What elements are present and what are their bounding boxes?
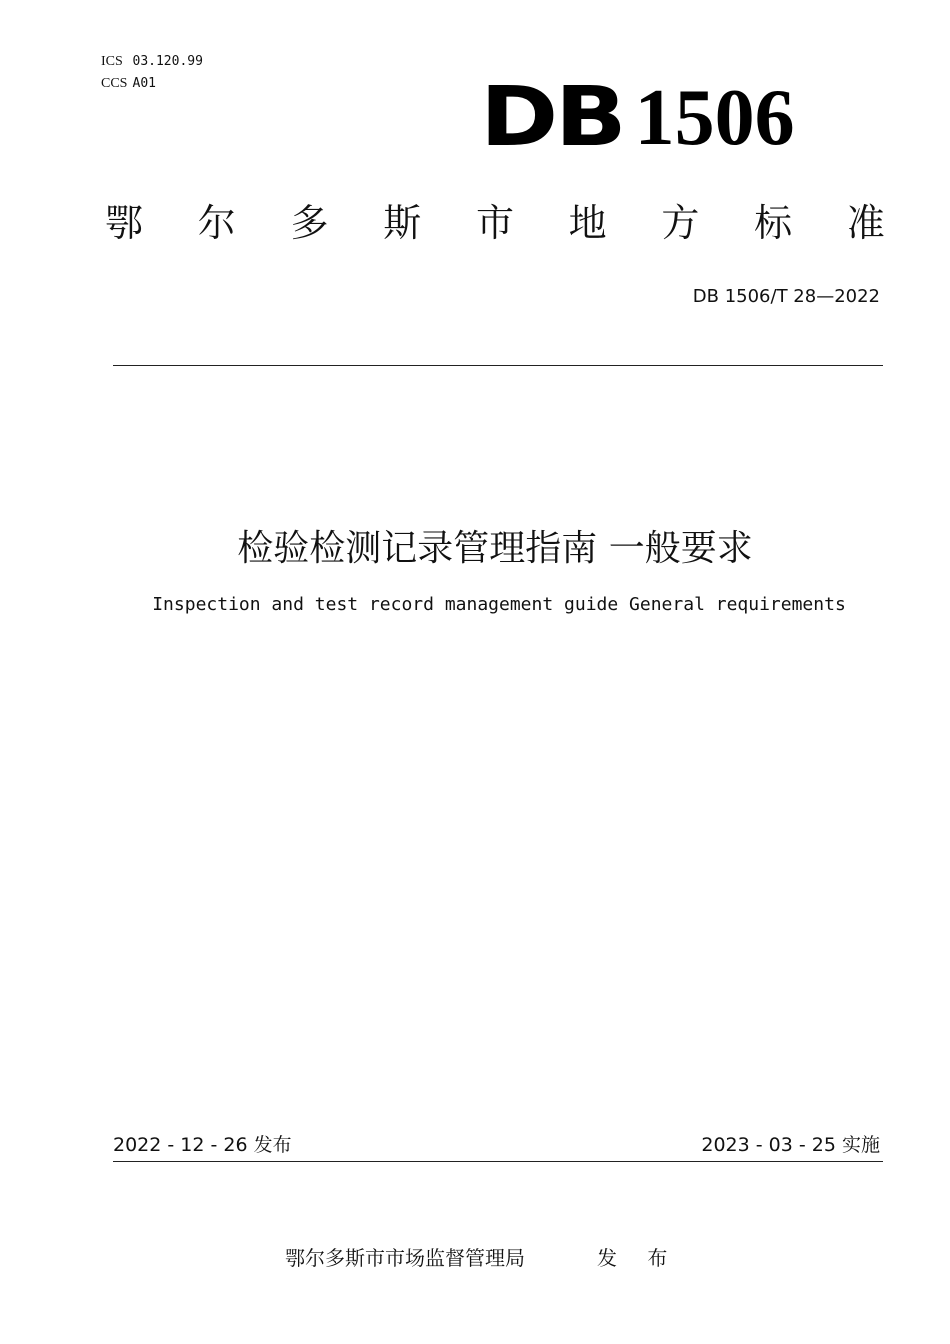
ics-value: 03.120.99	[132, 54, 203, 69]
standard-type-char: 尔	[197, 201, 236, 245]
db-logo	[480, 70, 795, 165]
standard-type-title	[105, 192, 885, 247]
implement-date: 2023 - 03 - 25 实施	[701, 1134, 880, 1156]
publish-date: 2022 - 12 - 26 发布	[113, 1134, 292, 1156]
db-logo-number: 1506	[634, 74, 795, 162]
document-title-en: Inspection and test record management guide General requirements	[152, 594, 846, 615]
ccs-label: CCS	[101, 76, 128, 91]
ccs-value: A01	[132, 76, 156, 91]
standard-type-char: 方	[661, 201, 700, 245]
standard-type-char: 市	[475, 201, 514, 245]
ccs-row	[101, 75, 156, 93]
standard-type-char: 地	[568, 201, 607, 245]
top-divider	[113, 365, 883, 366]
ics-row	[101, 53, 203, 71]
standard-type-char: 标	[754, 201, 793, 245]
standard-type-char: 斯	[383, 201, 422, 245]
issue-label: 发 布	[597, 1246, 680, 1270]
issuer-name: 鄂尔多斯市市场监督管理局	[285, 1246, 525, 1270]
standard-type-char: 多	[290, 201, 329, 245]
standard-type-char: 准	[846, 201, 885, 245]
standard-type-char: 鄂	[105, 201, 144, 245]
standard-code: DB 1506/T 28—2022	[692, 286, 880, 307]
document-title-zh: 检验检测记录管理指南 一般要求	[237, 528, 753, 569]
bottom-divider	[113, 1161, 883, 1162]
db-logo-prefix: DB	[480, 70, 624, 165]
ics-label: ICS	[101, 54, 123, 69]
